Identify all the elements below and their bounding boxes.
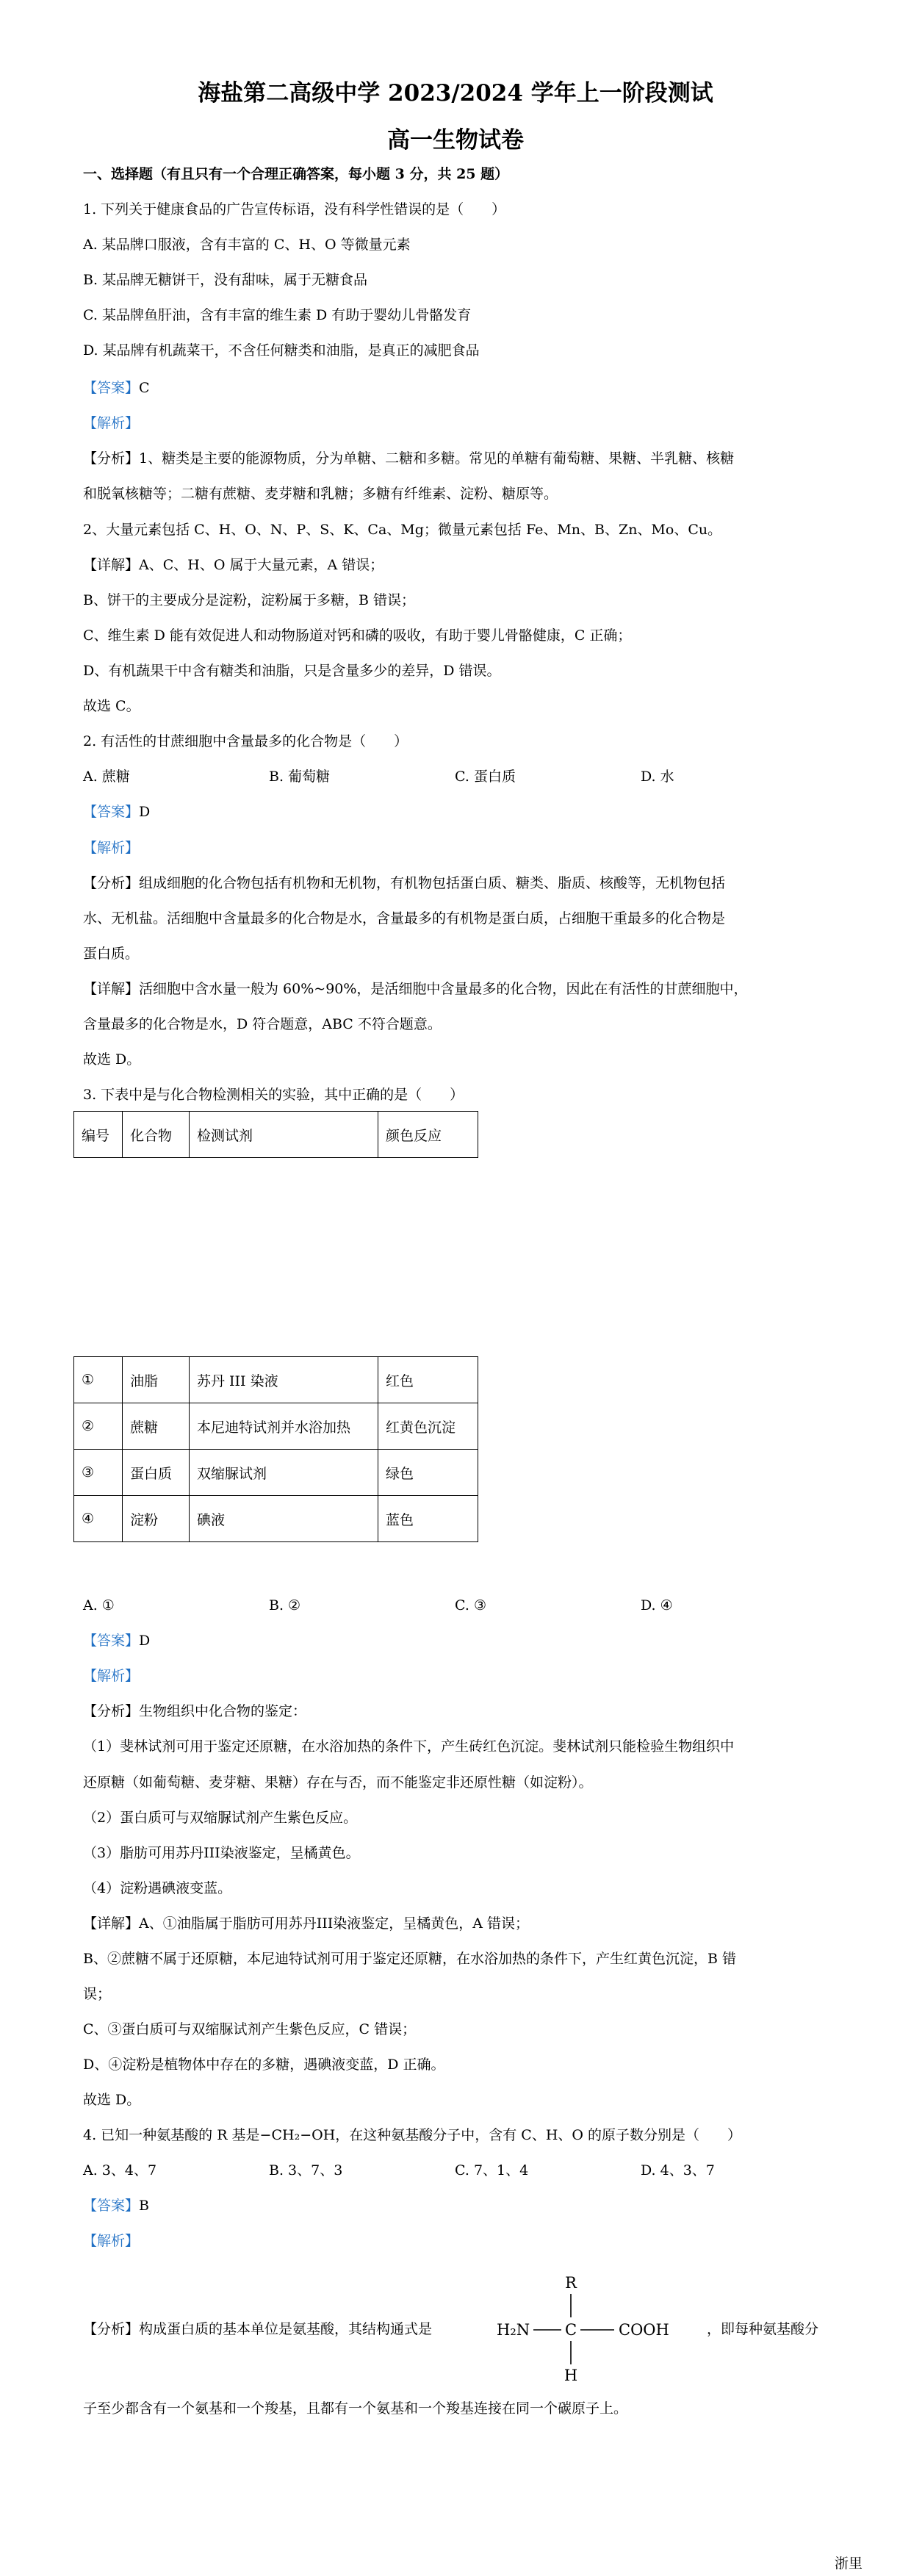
table-row: [74, 1357, 478, 1403]
question-3-fenxi-line: （4）淀粉遇碘液变蓝。: [83, 1880, 232, 1896]
xiangjie-tag: 【详解】: [83, 1915, 140, 1932]
question-4-analysis-tag: 【解析】: [83, 2233, 140, 2249]
question-3-option-b: B. ②: [269, 1597, 301, 1613]
table-cell: 碘液: [190, 1496, 378, 1542]
question-2-option-a: A. 蔗糖: [83, 769, 130, 785]
xiangjie-text: 活细胞中含水量一般为 60%~90%，是活细胞中含量最多的化合物，因此在有活性的甘蔗细胞中，: [139, 981, 748, 997]
fenxi-tag: 【分析】: [83, 2321, 140, 2337]
question-3-xiangjie-line: C、③蛋白质可与双缩脲试剂产生紫色反应，C 错误；: [83, 2021, 417, 2037]
question-1-fenxi: [83, 450, 734, 467]
table-header-cell: 颜色反应: [378, 1112, 478, 1158]
fenxi-text: 1、糖类是主要的能源物质，分为单糖、二糖和多糖。常见的单糖有葡萄糖、果糖、半乳糖、核糖: [139, 450, 735, 467]
question-3-xiangjie-line: 误；: [83, 1986, 112, 2002]
answer-value: B: [139, 2198, 149, 2214]
table-cell: 蔗糖: [123, 1403, 190, 1450]
question-2-conclusion: 故选 D。: [83, 1051, 141, 1068]
formula-r-group: R: [565, 2274, 577, 2292]
formula-carboxyl-group: COOH: [619, 2321, 669, 2339]
question-3-fenxi-line: （1）斐林试剂可用于鉴定还原糖，在水浴加热的条件下，产生砖红色沉淀。斐林试剂只能检验生物组织中: [83, 1738, 735, 1755]
question-1-xiangjie-line: D、有机蔬果干中含有糖类和油脂，只是含量多少的差异，D 错误。: [83, 663, 501, 679]
question-1-conclusion: 故选 C。: [83, 698, 140, 714]
question-4-fenxi: [83, 2320, 432, 2338]
section-heading: 一、选择题（有且只有一个合理正确答案，每小题 3 分，共 25 题）: [83, 166, 509, 182]
question-4-option-a: A. 3、4、7: [83, 2162, 157, 2179]
table-cell: 双缩脲试剂: [190, 1450, 378, 1496]
table-cell: 本尼迪特试剂并水浴加热: [190, 1403, 378, 1450]
question-3-conclusion: 故选 D。: [83, 2092, 141, 2108]
table-cell: ④: [74, 1496, 123, 1542]
table-header-cell: 化合物: [123, 1112, 190, 1158]
question-1-option-a: A. 某品牌口服液，含有丰富的 C、H、O 等微量元素: [83, 237, 411, 253]
table-cell: 苏丹 III 染液: [190, 1357, 378, 1403]
question-3-stem: 3. 下表中是与化合物检测相关的实验，其中正确的是（ ）: [83, 1087, 464, 1103]
question-2-xiangjie: [83, 980, 747, 998]
question-1-fenxi-line: 2、大量元素包括 C、H、O、N、P、S、K、Ca、Mg；微量元素包括 Fe、Mn、B、Zn、Mo、Cu。: [83, 522, 722, 538]
answer-tag: 【答案】: [83, 1633, 140, 1649]
xiangjie-text: A、C、H、O 属于大量元素，A 错误；: [139, 557, 384, 573]
question-1-stem: 1. 下列关于健康食品的广告宣传标语，没有科学性错误的是（ ）: [83, 201, 506, 217]
question-1-option-b: B. 某品牌无糖饼干，没有甜味，属于无糖食品: [83, 272, 368, 288]
question-2-xiangjie-line: 含量最多的化合物是水，D 符合题意，ABC 不符合题意。: [83, 1016, 442, 1032]
answer-tag: 【答案】: [83, 2198, 140, 2214]
question-3-fenxi: [83, 1702, 306, 1720]
question-1-answer: [83, 379, 150, 397]
question-1-option-d: D. 某品牌有机蔬菜干，不含任何糖类和油脂，是真正的减肥食品: [83, 342, 480, 359]
table-row: [74, 1450, 478, 1496]
fenxi-tag: 【分析】: [83, 875, 140, 891]
question-4-stem: 4. 已知一种氨基酸的 R 基是−CH₂−OH，在这种氨基酸分子中，含有 C、H、O 的原子数分别是（ ）: [83, 2127, 742, 2143]
question-3-xiangjie: [83, 1915, 529, 1932]
question-3-xiangjie-line: B、②蔗糖不属于还原糖，本尼迪特试剂可用于鉴定还原糖，在水浴加热的条件下，产生红黄色沉淀，B 错: [83, 1951, 736, 1967]
xiangjie-tag: 【详解】: [83, 981, 140, 997]
question-4-fenxi-line: 子至少都含有一个氨基和一个羧基，且都有一个氨基和一个羧基连接在同一个碳原子上。: [83, 2400, 628, 2417]
question-4-option-c: C. 7、1、4: [455, 2162, 529, 2179]
question-3-option-c: C. ③: [455, 1597, 486, 1613]
question-3-fenxi-line: （2）蛋白质可与双缩脲试剂产生紫色反应。: [83, 1810, 358, 1826]
question-2-stem: 2. 有活性的甘蔗细胞中含量最多的化合物是（ ）: [83, 733, 408, 749]
question-3-table-header: [73, 1111, 478, 1158]
question-2-analysis-tag: 【解析】: [83, 840, 140, 856]
table-row: [74, 1112, 478, 1158]
table-cell: 蓝色: [378, 1496, 478, 1542]
question-2-answer: [83, 803, 150, 821]
question-3-answer: [83, 1632, 150, 1649]
amino-acid-structural-formula: [497, 2270, 710, 2385]
question-1-xiangjie-line: C、维生素 D 能有效促进人和动物肠道对钙和磷的吸收，有助于婴儿骨骼健康，C 正确；: [83, 627, 632, 644]
table-cell: 红色: [378, 1357, 478, 1403]
table-cell: ③: [74, 1450, 123, 1496]
question-1-xiangjie-line: B、饼干的主要成分是淀粉，淀粉属于多糖，B 错误；: [83, 592, 415, 608]
table-cell: ①: [74, 1357, 123, 1403]
question-1-option-c: C. 某品牌鱼肝油，含有丰富的维生素 D 有助于婴幼儿骨骼发育: [83, 307, 472, 323]
question-4-fenxi-continued: ，即每种氨基酸分: [707, 2321, 819, 2337]
table-cell: 淀粉: [123, 1496, 190, 1542]
table-cell: ②: [74, 1403, 123, 1450]
exam-title: 海盐第二高级中学 2023/2024 学年上一阶段测试: [198, 80, 713, 107]
question-3-fenxi-line: 还原糖（如葡萄糖、麦芽糖、果糖）存在与否，而不能鉴定非还原性糖（如淀粉）。: [83, 1774, 593, 1791]
answer-value: D: [139, 1633, 151, 1649]
table-cell: 蛋白质: [123, 1450, 190, 1496]
table-header-cell: 检测试剂: [190, 1112, 378, 1158]
fenxi-text: 生物组织中化合物的鉴定：: [139, 1703, 307, 1719]
fenxi-tag: 【分析】: [83, 1703, 140, 1719]
question-2-option-d: D. 水: [641, 769, 674, 785]
fenxi-text: 构成蛋白质的基本单位是氨基酸，其结构通式是: [139, 2321, 433, 2337]
question-2-option-c: C. 蛋白质: [455, 769, 516, 785]
question-2-option-b: B. 葡萄糖: [269, 769, 331, 785]
xiangjie-text: A、①油脂属于脂肪可用苏丹III染液鉴定，呈橘黄色，A 错误；: [139, 1915, 530, 1932]
question-3-analysis-tag: 【解析】: [83, 1668, 140, 1684]
question-4-option-d: D. 4、3、7: [641, 2162, 715, 2179]
table-cell: 绿色: [378, 1450, 478, 1496]
formula-central-carbon: C: [564, 2321, 577, 2339]
table-cell: 红黄色沉淀: [378, 1403, 478, 1450]
question-2-fenxi-line: 蛋白质。: [83, 946, 140, 962]
answer-tag: 【答案】: [83, 380, 140, 396]
page-footer-watermark: 浙里: [834, 2555, 863, 2572]
table-row: [74, 1496, 478, 1542]
question-2-fenxi-line: 水、无机盐。活细胞中含量最多的化合物是水，含量最多的有机物是蛋白质，占细胞干重最多的化合物是: [83, 910, 726, 927]
answer-value: C: [139, 380, 150, 396]
question-1-xiangjie: [83, 556, 384, 574]
question-2-fenxi: [83, 874, 725, 892]
question-3-option-a: A. ①: [83, 1597, 115, 1613]
answer-value: D: [139, 804, 151, 820]
table-header-cell: 编号: [74, 1112, 123, 1158]
answer-tag: 【答案】: [83, 804, 140, 820]
question-4-option-b: B. 3、7、3: [269, 2162, 343, 2179]
question-1-fenxi-line: 和脱氧核糖等；二糖有蔗糖、麦芽糖和乳糖；多糖有纤维素、淀粉、糖原等。: [83, 486, 558, 502]
exam-subtitle: 高一生物试卷: [387, 127, 524, 154]
formula-amino-group: H₂N: [497, 2321, 530, 2339]
fenxi-tag: 【分析】: [83, 450, 140, 467]
xiangjie-tag: 【详解】: [83, 557, 140, 573]
table-cell: 油脂: [123, 1357, 190, 1403]
question-3-fenxi-line: （3）脂肪可用苏丹III染液鉴定，呈橘黄色。: [83, 1845, 360, 1861]
formula-hydrogen: H: [563, 2367, 578, 2384]
table-row: [74, 1403, 478, 1450]
question-1-analysis-tag: 【解析】: [83, 415, 140, 431]
question-3-xiangjie-line: D、④淀粉是植物体中存在的多糖，遇碘液变蓝，D 正确。: [83, 2057, 445, 2073]
question-3-option-d: D. ④: [641, 1597, 673, 1613]
question-4-answer: [83, 2197, 149, 2215]
fenxi-text: 组成细胞的化合物包括有机物和无机物，有机物包括蛋白质、糖类、脂质、核酸等，无机物包括: [139, 875, 726, 891]
question-3-table-body: [73, 1356, 478, 1542]
